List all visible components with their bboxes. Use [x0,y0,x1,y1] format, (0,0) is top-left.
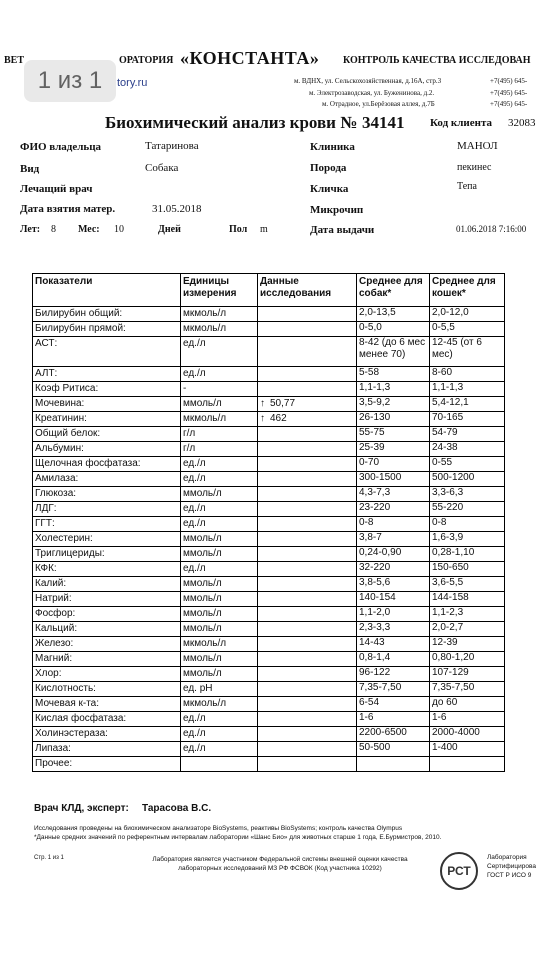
unit-cell: ммоль/л [181,607,258,622]
dog-range-cell: 96-122 [357,667,430,682]
sample-date-value: 31.05.2018 [152,203,202,215]
result-cell [258,577,357,592]
cat-range-cell: 12-45 (от 6 мес) [430,337,505,367]
dog-range-cell: 1-6 [357,712,430,727]
unit-cell: ед./л [181,727,258,742]
cat-range-cell: 0-8 [430,517,505,532]
chip-label: Микрочип [310,204,364,216]
unit-cell: ммоль/л [181,622,258,637]
parameter-name: Кальций: [33,622,181,637]
result-cell [258,547,357,562]
cert-line-2: Сертифицирова [487,863,536,870]
dog-range-cell: 4,3-7,3 [357,487,430,502]
result-cell [258,742,357,757]
header-units: Единицы измерения [181,274,258,307]
parameter-name: Железо: [33,637,181,652]
result-cell [258,412,357,427]
months-value: 10 [114,224,124,235]
dog-range-cell: 2,3-3,3 [357,622,430,637]
sample-date-label: Дата взятия матер. [20,203,116,215]
dog-range-cell: 300-1500 [357,472,430,487]
clinic-value: МАНОЛ [457,140,498,152]
lab-address-2: м. Электрозаводская, ул. Буженинова, д.2. [309,89,435,97]
high-arrow-icon: ↑ [260,413,265,424]
parameter-name: АСТ: [33,337,181,367]
table-row [33,547,505,562]
table-header-row [33,274,505,307]
report-number: 34141 [362,113,405,132]
dog-range-cell: 7,35-7,50 [357,682,430,697]
lab-title-mid: ОРАТОРИЯ [119,55,174,66]
parameter-name: Магний: [33,652,181,667]
cat-range-cell: 0-55 [430,457,505,472]
unit-cell: г/л [181,427,258,442]
lab-name: «КОНСТАНТА» [180,48,320,68]
nickname-value: Тепа [457,181,477,192]
cat-range-cell: 8-60 [430,367,505,382]
dog-range-cell: 2,0-13,5 [357,307,430,322]
client-code: 32083 [508,117,536,129]
lab-phone-2: +7(495) 645- [490,89,528,97]
rst-certification-logo [440,852,478,890]
dog-range-cell: 14-43 [357,637,430,652]
dog-range-cell: 3,8-7 [357,532,430,547]
dog-range-cell: 0-70 [357,457,430,472]
parameter-name: Билирубин общий: [33,307,181,322]
cat-range-cell: 1-6 [430,712,505,727]
cat-range-cell: 54-79 [430,427,505,442]
results-table [32,273,505,772]
dog-range-cell: 5-58 [357,367,430,382]
cat-range-cell: 0,80-1,20 [430,652,505,667]
table-row [33,622,505,637]
lab-phone-1: +7(495) 645- [490,77,528,85]
breed-value: пекинес [457,162,492,173]
parameter-name: ЛДГ: [33,502,181,517]
table-row [33,742,505,757]
result-cell [258,517,357,532]
lab-website[interactable]: tory.ru [117,77,148,89]
parameter-name: Кислая фосфатаза: [33,712,181,727]
rst-logo-text: РСТ [447,864,471,878]
species-value: Собака [145,162,179,174]
table-row [33,637,505,652]
table-row [33,712,505,727]
lab-title-right: КОНТРОЛЬ КАЧЕСТВА ИССЛЕДОВАН [343,55,531,66]
result-value: 50,77 [270,398,296,409]
unit-cell [181,757,258,772]
result-cell [258,652,357,667]
parameter-name: Холестерин: [33,532,181,547]
table-row [33,727,505,742]
parameter-name: Билирубин прямой: [33,322,181,337]
doctor-label: Лечащий врач [20,183,93,195]
unit-cell: ммоль/л [181,592,258,607]
parameter-name: Амилаза: [33,472,181,487]
table-row [33,667,505,682]
cat-range-cell: 3,3-6,3 [430,487,505,502]
page-number: Стр. 1 из 1 [34,855,64,861]
report-title: Биохимический анализ крови № [105,113,358,132]
table-row [33,607,505,622]
unit-cell: ед./л [181,517,258,532]
owner-label: ФИО владельца [20,141,102,153]
parameter-name: Коэф Ритиса: [33,382,181,397]
dog-range-cell: 140-154 [357,592,430,607]
unit-cell: ммоль/л [181,667,258,682]
cat-range-cell: 1,1-2,3 [430,607,505,622]
lab-address-1: м. ВДНХ, ул. Сельскохозяйственная, д.16А, стр.3 [294,77,442,85]
unit-cell: г/л [181,442,258,457]
unit-cell: ед./л [181,712,258,727]
table-row [33,577,505,592]
result-cell [258,562,357,577]
result-cell [258,427,357,442]
lab-address-3: м. Отрадное, ул.Берёзовая аллея, д.7Б [322,100,435,108]
unit-cell: мкмоль/л [181,637,258,652]
sex-value: m [260,224,268,235]
table-row [33,532,505,547]
table-row [33,397,505,412]
dog-range-cell: 0,24-0,90 [357,547,430,562]
dog-range-cell: 26-130 [357,412,430,427]
result-cell [258,322,357,337]
years-value: 8 [51,224,56,235]
owner-value: Татаринова [145,140,199,152]
unit-cell: ед./л [181,742,258,757]
dog-range-cell: 3,8-5,6 [357,577,430,592]
table-row [33,367,505,382]
dog-range-cell: 2200-6500 [357,727,430,742]
table-row [33,472,505,487]
table-row [33,427,505,442]
dog-range-cell: 8-42 (до 6 мес менее 70) [357,337,430,367]
parameter-name: Кислотность: [33,682,181,697]
years-label: Лет: [20,224,41,235]
parameter-name: КФК: [33,562,181,577]
unit-cell: мкмоль/л [181,322,258,337]
dog-range-cell: 0,8-1,4 [357,652,430,667]
parameter-name: Общий белок: [33,427,181,442]
nickname-label: Кличка [310,183,349,195]
result-cell [258,667,357,682]
dog-range-cell: 3,5-9,2 [357,397,430,412]
result-cell [258,682,357,697]
result-cell [258,442,357,457]
dog-range-cell: 1,1-2,0 [357,607,430,622]
page-counter-badge: 1 из 1 [24,60,116,102]
result-cell [258,727,357,742]
unit-cell: ммоль/л [181,577,258,592]
results-body [33,307,505,772]
result-cell [258,697,357,712]
unit-cell: ед. pH [181,682,258,697]
result-cell [258,607,357,622]
cat-range-cell: 55-220 [430,502,505,517]
table-row [33,382,505,397]
cat-range-cell: 1,1-1,3 [430,382,505,397]
parameter-name: Фосфор: [33,607,181,622]
result-cell [258,532,357,547]
parameter-name: Натрий: [33,592,181,607]
result-cell [258,592,357,607]
dog-range-cell: 23-220 [357,502,430,517]
parameter-name: Калий: [33,577,181,592]
cat-range-cell: 2000-4000 [430,727,505,742]
table-row [33,697,505,712]
table-row [33,322,505,337]
unit-cell: ед./л [181,337,258,367]
breed-label: Порода [310,162,347,174]
table-row [33,487,505,502]
unit-cell: - [181,382,258,397]
table-row [33,517,505,532]
table-row [33,457,505,472]
result-cell [258,367,357,382]
cat-range-cell: 150-650 [430,562,505,577]
cat-range-cell: 0-5,5 [430,322,505,337]
result-cell [258,487,357,502]
table-row [33,562,505,577]
header-parameter: Показатели [33,274,181,307]
cat-range-cell: 1-400 [430,742,505,757]
lab-phone-3: +7(495) 645- [490,100,528,108]
result-cell [258,397,357,412]
expert-name: Тарасова В.С. [142,803,212,814]
result-cell [258,337,357,367]
unit-cell: мкмоль/л [181,697,258,712]
expert-label: Врач КЛД, эксперт: [34,803,129,814]
dog-range-cell: 32-220 [357,562,430,577]
result-cell [258,307,357,322]
cat-range-cell: 144-158 [430,592,505,607]
parameter-name: Хлор: [33,667,181,682]
dog-range-cell [357,757,430,772]
unit-cell: ед./л [181,502,258,517]
unit-cell: мкмоль/л [181,307,258,322]
header-dog-range: Среднее для собак* [357,274,430,307]
table-row [33,412,505,427]
unit-cell: ммоль/л [181,547,258,562]
unit-cell: мкмоль/л [181,412,258,427]
result-cell [258,622,357,637]
unit-cell: ед./л [181,472,258,487]
cat-range-cell: 7,35-7,50 [430,682,505,697]
unit-cell: ед./л [181,457,258,472]
parameter-name: Прочее: [33,757,181,772]
table-row [33,502,505,517]
days-label: Дней [158,224,181,235]
parameter-name: Мочевая к-та: [33,697,181,712]
months-label: Мес: [78,224,100,235]
parameter-name: Холинэстераза: [33,727,181,742]
table-row [33,652,505,667]
dog-range-cell: 55-75 [357,427,430,442]
species-label: Вид [20,163,40,175]
unit-cell: ммоль/л [181,397,258,412]
issue-date-value: 01.06.2018 7:16:00 [456,224,527,234]
table-row [33,337,505,367]
cat-range-cell: 107-129 [430,667,505,682]
parameter-name: Глюкоза: [33,487,181,502]
analyzer-note: Исследования проведены на биохимическом анализаторе BioSystems, реактивы BioSystems; контроль качества Olympus [34,825,403,832]
header-cat-range: Среднее для кошек* [430,274,505,307]
result-cell [258,712,357,727]
clinic-label: Клиника [310,141,355,153]
table-row [33,682,505,697]
dog-range-cell: 6-54 [357,697,430,712]
sex-label: Пол [229,224,248,235]
client-code-label: Код клиента [430,117,493,129]
cat-range-cell: до 60 [430,697,505,712]
cat-range-cell [430,757,505,772]
table-row [33,757,505,772]
result-cell [258,472,357,487]
cat-range-cell: 1,6-3,9 [430,532,505,547]
table-row [33,307,505,322]
cert-line-3: ГОСТ Р ИСО 9 [487,872,532,879]
lab-title-left: ВЕТ [4,55,25,66]
reference-note: *Данные средних значений по референтным интервалам лаборатории «Шанс Био» для животных старше 1 года, Е.Бурмистров, 2010. [34,834,442,841]
table-row [33,592,505,607]
result-cell [258,757,357,772]
high-arrow-icon: ↑ [260,398,265,409]
parameter-name: Триглицериды: [33,547,181,562]
cat-range-cell: 500-1200 [430,472,505,487]
result-value: 462 [270,413,287,424]
dog-range-cell: 1,1-1,3 [357,382,430,397]
parameter-name: АЛТ: [33,367,181,382]
result-cell [258,637,357,652]
dog-range-cell: 50-500 [357,742,430,757]
result-cell [258,382,357,397]
parameter-name: Щелочная фосфатаза: [33,457,181,472]
unit-cell: ммоль/л [181,532,258,547]
cat-range-cell: 0,28-1,10 [430,547,505,562]
table-row [33,442,505,457]
unit-cell: ед./л [181,367,258,382]
cert-line-1: Лаборатория [487,854,527,861]
cat-range-cell: 3,6-5,5 [430,577,505,592]
issue-date-label: Дата выдачи [310,224,375,236]
parameter-name: ГГТ: [33,517,181,532]
dog-range-cell: 0-8 [357,517,430,532]
parameter-name: Альбумин: [33,442,181,457]
cat-range-cell: 2,0-2,7 [430,622,505,637]
unit-cell: ммоль/л [181,652,258,667]
participation-note: Лаборатория является участником Федеральной системы внешней оценки качества лабораторных исследований МЗ РФ ФСВОК (Код участника 10292) [152,856,408,872]
cat-range-cell: 12-39 [430,637,505,652]
cat-range-cell: 70-165 [430,412,505,427]
parameter-name: Липаза: [33,742,181,757]
dog-range-cell: 25-39 [357,442,430,457]
header-result: Данные исследования [258,274,357,307]
cat-range-cell: 24-38 [430,442,505,457]
cat-range-cell: 5,4-12,1 [430,397,505,412]
unit-cell: ед./л [181,562,258,577]
cat-range-cell: 2,0-12,0 [430,307,505,322]
parameter-name: Креатинин: [33,412,181,427]
result-cell [258,502,357,517]
result-cell [258,457,357,472]
parameter-name: Мочевина: [33,397,181,412]
unit-cell: ммоль/л [181,487,258,502]
dog-range-cell: 0-5,0 [357,322,430,337]
